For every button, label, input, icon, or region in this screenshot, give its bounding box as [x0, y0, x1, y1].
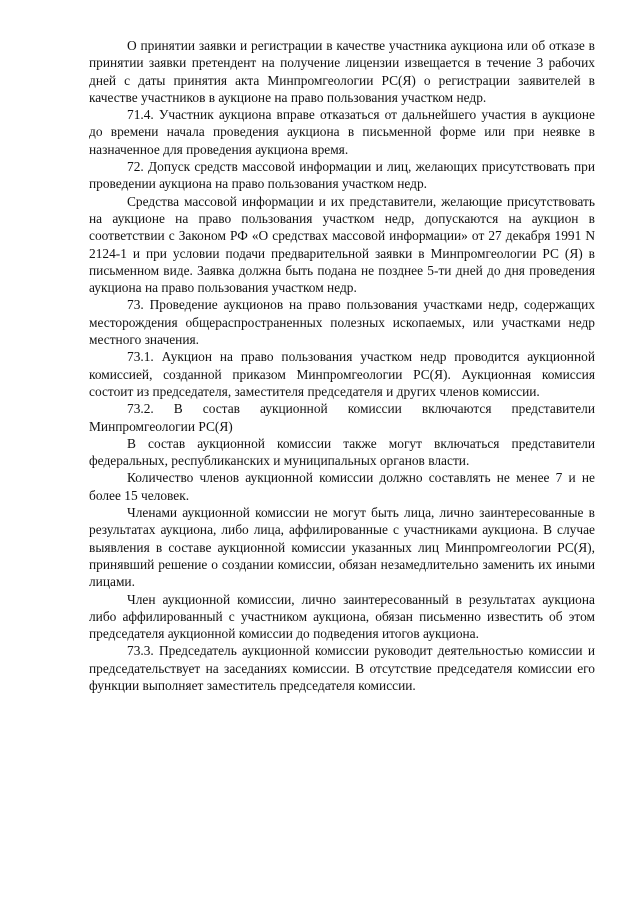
paragraph-73-2: 73.2. В состав аукционной комиссии включаются представители Минпромгеологии РС(Я) — [89, 401, 595, 434]
paragraph-application-acceptance: О принятии заявки и регистрации в качестве участника аукциона или об отказе в принятии заявки претендент на получение лицензии извещается в течение 3 рабочих дней с даты принятия акта Минпромгеологии РС(Я) о регистрации заявителей в качестве участников в аукционе на право пользования участком недр. — [89, 38, 595, 105]
paragraph-73-1: 73.1. Аукцион на право пользования участком недр проводится аукционной комиссией, созданной приказом Минпромгеологии РС(Я). Аукционная комиссия состоит из председателя, заместителя председателя и других членов комиссии. — [89, 349, 595, 399]
paragraph-interested-member: Член аукционной комиссии, лично заинтересованный в результатах аукциона либо аффилированный с участником аукциона, обязан письменно известить об этом председателя аукционной комиссии до подведения итогов аукциона. — [89, 591, 595, 642]
document-page — [89, 37, 595, 694]
paragraph-71-4: 71.4. Участник аукциона вправе отказаться от дальнейшего участия в аукционе до времени начала проведения аукциона в письменной форме или при неявке в назначенное для проведения аукциона время. — [89, 107, 595, 157]
paragraph-media-admission: Средства массовой информации и их представители, желающие присутствовать на аукционе на право пользования участком недр, допускаются на аукцион в соответствии с Законом РФ «О средствах массовой информации» от 27 декабря 1991 N 2124-1 и при условии подачи предварительной заявки в Минпромгеологии РС (Я) в письменном виде. Заявка должна быть подана не позднее 5-ти дней до дня проведения аукциона на право пользования участком недр. — [89, 193, 595, 296]
paragraph-73: 73. Проведение аукционов на право пользования участками недр, содержащих месторождения общераспространенных полезных ископаемых, или участками недр местного значения. — [89, 297, 595, 348]
paragraph-73-3: 73.3. Председатель аукционной комиссии руководит деятельностью комиссии и председательствует на заседаниях комиссии. В отсутствие председателя комиссии его функции выполняет заместитель председателя комиссии. — [89, 643, 595, 693]
paragraph-member-count: Количество членов аукционной комиссии должно составлять не менее 7 и не более 15 человек. — [89, 470, 595, 503]
paragraph-commission-members: В состав аукционной комиссии также могут включаться представители федеральных, республиканских и муниципальных органов власти. — [89, 435, 595, 469]
paragraph-member-restrictions: Членами аукционной комиссии не могут быть лица, лично заинтересованные в результатах аукциона, либо лица, аффилированные с участниками аукциона. В случае выявления в составе аукционной комиссии указанных лиц Минпромгеологии РС(Я), принявший решение о создании комиссии, обязан незамедлительно заменить их иными лицами. — [89, 505, 595, 590]
paragraph-72: 72. Допуск средств массовой информации и лиц, желающих присутствовать при проведении аукциона на право пользования участком недр. — [89, 159, 595, 192]
